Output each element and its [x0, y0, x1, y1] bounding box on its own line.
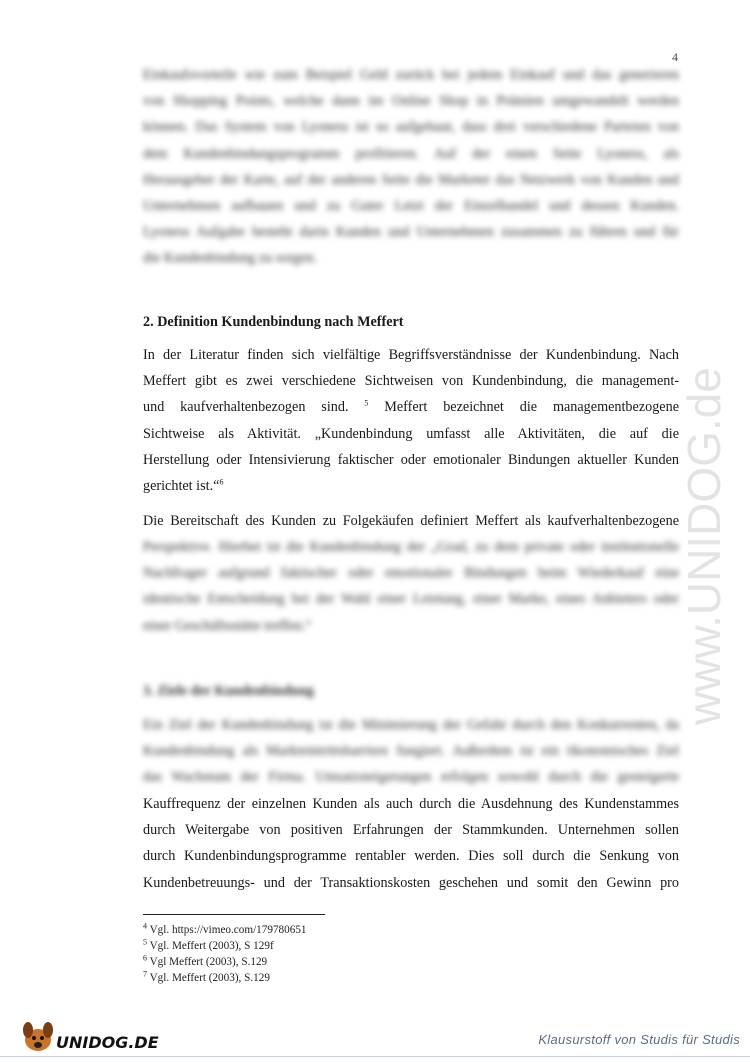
text-line — [143, 394, 679, 420]
text-line: Herausgeber der Karte, auf der anderen Seite die Marketer das Netzwerk von Kunden und — [143, 171, 679, 188]
text-line: durch Kundenbindungsprogramme rentabler werden. Dies soll durch die Senkung von — [143, 848, 679, 865]
footnotes — [143, 922, 307, 986]
watermark-graphic — [680, 280, 740, 730]
footnote-text: Vgl Meffert (2003), S.129 — [147, 956, 268, 968]
section3-paragraph — [143, 791, 679, 896]
text-line: Kundenbindung als Markteintrittsbarriere fungiert. Außerdem ist ein ökonomisches Ziel — [143, 743, 679, 760]
text-line: einer Geschäftsstätte treffen.“ — [143, 617, 312, 634]
section2-paragraph2-blurred — [143, 534, 679, 639]
watermark — [680, 280, 740, 730]
footnote-text: Vgl. https://vimeo.com/179780651 — [147, 924, 307, 936]
text-line: Einkaufsvorteile wie zum Beispiel Geld zurück bei jedem Einkauf und das generieren — [143, 67, 679, 83]
footnote-number: 7 — [143, 969, 147, 979]
text-line: identische Entscheidung bei der Wahl einer Leistung, einer Marke, eines Anbieters oder — [143, 591, 679, 608]
text-line: Lyoness Aufgabe besteht darin Kunden und Unternehmen zusammen zu führen und für — [143, 224, 679, 241]
text-line: Herstellung oder Intensivierung faktischer oder emotionaler Bindungen aktueller Kunden — [143, 451, 679, 468]
watermark-text: www.UNIDOG.de — [680, 367, 730, 725]
footnote-ref: 6 — [219, 477, 224, 487]
text-line: Meffert gibt es zwei verschiedene Sichtweisen von Kundenbindung, die management- — [143, 373, 679, 390]
text-line: Kundenbetreuungs- und der Transaktionskosten geschehen und somit den Gewinn pro — [143, 874, 679, 891]
text-line: Unternehmen aufbauen und zu Guter Letzt der Einzelhandel und dessen Kunden. — [143, 198, 679, 215]
footnote — [143, 954, 307, 970]
footnote-number: 5 — [143, 937, 147, 947]
text-line: von Shopping Points, welche dann im Online Shop in Prämien umgewandelt werden — [143, 93, 679, 110]
brand-name: UNIDOG.DE — [56, 1033, 159, 1052]
footnote-number: 4 — [143, 921, 147, 931]
text-fragment: und kaufverhaltenbezogen sind. — [143, 399, 349, 416]
text-line: die Kundenbindung zu sorgen. — [143, 250, 317, 267]
text-line: können. Das System von Lyoness ist so aufgebaut, dass drei verschiedene Parteien von — [143, 119, 679, 136]
footnote-text: Vgl. Meffert (2003), S 129f — [147, 940, 274, 952]
footnote-number: 6 — [143, 953, 147, 963]
footer-divider — [0, 1056, 750, 1057]
text-line: Perspektive. Hierbei ist die Kundenbindung der „Grad, zu dem private oder institutionelle — [143, 539, 679, 555]
section-heading-goals: 3. Ziele der Kundenbindung — [143, 683, 314, 699]
text-fragment: Meffert bezeichnet die managementbezogene — [368, 399, 679, 416]
dog-mascot-icon — [18, 1016, 168, 1056]
text-line: Ein Ziel der Kundenbindung ist die Minimierung der Gefahr durch den Konkurrenten, da — [143, 717, 679, 733]
text-line: Nachfrager aufgrund faktischer oder emotionaler Bindungen beim Wiederkauf eine — [143, 565, 679, 582]
section2-paragraph2 — [143, 508, 679, 534]
footnote — [143, 970, 307, 986]
footnote — [143, 938, 307, 954]
text-line: In der Literatur finden sich vielfältige Begriffsverständnisse der Kundenbindung. Nach — [143, 347, 679, 363]
footnote-text: Vgl. Meffert (2003), S.129 — [147, 972, 270, 984]
text-line: Kauffrequenz der einzelnen Kunden als auch durch die Ausdehnung des Kundenstammes — [143, 796, 679, 812]
blurred-intro-paragraph — [143, 62, 679, 272]
page-number: 4 — [672, 50, 678, 64]
text-line: durch Weitergabe von positiven Erfahrungen der Stammkunden. Unternehmen sollen — [143, 822, 679, 839]
section3-blurred — [143, 712, 679, 791]
footnote-ref: 5 — [364, 398, 369, 408]
text-line: Sichtweise als Aktivität. „Kundenbindung umfasst alle Aktivitäten, die auf die — [143, 425, 679, 442]
section2-paragraph1 — [143, 342, 679, 499]
text-line — [143, 473, 679, 499]
text-line: Die Bereitschaft des Kunden zu Folgekäufen definiert Meffert als kaufverhaltenbezogene — [143, 513, 679, 529]
footnote — [143, 922, 307, 938]
brand-logo — [18, 1016, 168, 1056]
footnote-divider — [143, 914, 325, 915]
text-line: das Wachstum der Firma. Umsatzsteigerungen erfolgen sowohl durch die gesteigerte — [143, 769, 679, 786]
footer-slogan: Klausurstoff von Studis für Studis — [538, 1032, 740, 1047]
section-heading-definition: 2. Definition Kundenbindung nach Meffert — [143, 314, 404, 330]
text-line: dem Kundenbindungsprogramm profitieren. Auf der einen Seite Lyoness, als — [143, 145, 679, 162]
text-fragment: gerichtet ist.“ — [143, 478, 220, 495]
